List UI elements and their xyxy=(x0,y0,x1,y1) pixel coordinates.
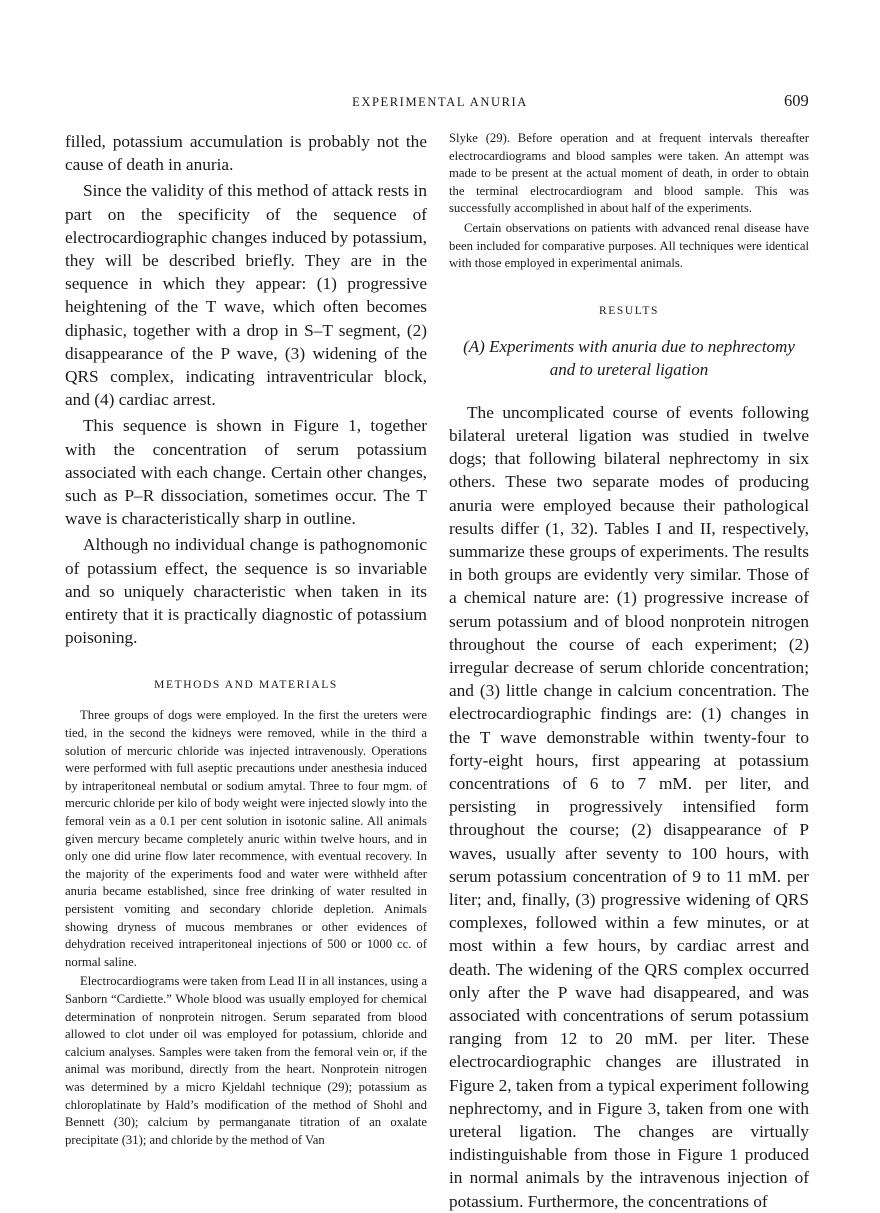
paragraph: Slyke (29). Before operation and at frequent intervals thereafter electrocardiograms and blood samples were taken. An attempt was made to be present at the actual moment of death, in order to obtain the terminal electrocardiogram and blood sample. This was successfully accomplished in about half of the experiments. xyxy=(449,131,809,216)
paragraph: filled, potassium accumulation is probably not the cause of death in anuria. xyxy=(65,132,427,175)
paragraph: Certain observations on patients with advanced renal disease have been included for comparative purposes. All techniques were identical with those employed in experimental animals. xyxy=(449,220,809,271)
paragraph: This sequence is shown in Figure 1, together with the concentration of serum potassium associated with each change. Certain other changes, such as P–R dissociation, sometimes occur. The T wave is characteristically sharp in outline. xyxy=(65,416,427,529)
subsection-heading xyxy=(449,335,809,381)
section-heading-methods: METHODS AND MATERIALS xyxy=(154,679,338,692)
right-column xyxy=(449,130,809,1213)
paragraph: Although no individual change is pathognomonic of potassium effect, the sequence is so invariable and so uniquely characteristic when taken in its entirety that it is practically diagnostic of potassium poisoning. xyxy=(65,535,427,648)
paragraph: Electrocardiograms were taken from Lead II in all instances, using a Sanborn “Cardiette.” Whole blood was usually employed for chemical determination of nonprotein nitrogen. Serum separated from blood allowed to clot under oil was employed for potassium, chloride and calcium analyses. Samples were taken from the femoral vein or, if the animal was moribund, directly from the heart. Nonprotein nitrogen was determined by a micro Kjeldahl technique (29); potassium as chloroplatinate by Hald’s modification of the method of Shohl and Bennett (30); calcium by permanganate titration of an oxalate precipitate (31); and chloride by the method of Van xyxy=(65,974,428,1147)
paragraph: The uncomplicated course of events following bilateral ureteral ligation was studied in twelve dogs; that following bilateral nephrectomy in six others. These two separate modes of producing anuria were employed because their pathological results differ (1, 32). Tables I and II, respectively, summarize these groups of experiments. The results in both groups are evidently very similar. Those of a chemical nature are: (1) progressive increase of serum potassium and of blood nonprotein nitrogen throughout the course of each experiment; (2) irregular decrease of serum chloride concentration; and (3) little change in calcium concentration. The electrocardiographic findings are: (1) changes in the T wave demonstrable within twenty-four to forty-eight hours, first appearing at potassium concentrations of 6 to 7 mM. per liter, and persisting in progressively intensified form throughout the course; (2) disappearance of P waves, usually after seventy to 100 hours, with serum potassium concentration of 9 to 11 mM. per liter; and, finally, (3) progressive widening of QRS complexes, followed within a few minutes, or at most within a few hours, by cardiac arrest and death. The widening of the QRS complex occurred only after the P wave had disappeared, and was associated with concentrations of serum potassium ranging from 12 to 20 mM. per liter. These electrocardiographic changes are illustrated in Figure 2, taken from a typical experiment following nephrectomy, and in Figure 3, taken from one with ureteral ligation. The changes are virtually indistinguishable from those in Figure 1 produced in normal animals by the intravenous injection of potassium. Furthermore, the concentrations of xyxy=(449,402,809,1211)
left-column xyxy=(65,130,427,1149)
running-title: EXPERIMENTAL ANURIA xyxy=(352,95,528,109)
subsection-heading-line: (A) Experiments with anuria due to nephrectomy xyxy=(463,336,795,356)
subsection-heading-line: and to ureteral ligation xyxy=(549,359,709,379)
paragraph: Three groups of dogs were employed. In the first the ureters were tied, in the second the kidneys were removed, while in the third a solution of mercuric chloride was injected intravenously. Operations were performed with full aseptic precautions under anesthesia induced by intraperitoneal nembutal or sodium amytal. Three to four mgm. of mercuric chloride per kilo of body weight were injected slowly into the femoral vein as a 0.1 per cent solution in isotonic saline. All animals given mercury became completely anuric within twelve hours, and in only one did urine flow later recommence, with eventual recovery. In the majority of the experiments food and water were withheld after anuria became established, since free drinking of water resulted in persistent vomiting and secondary chloride depletion. Animals showing dryness of mucous membranes or other evidences of dehydration received intraperitoneal injections of 500 or 1000 cc. of normal saline. xyxy=(65,708,427,969)
page-number: 609 xyxy=(784,91,809,110)
section-heading-results: RESULTS xyxy=(599,304,659,317)
paragraph: Since the validity of this method of attack rests in part on the specificity of the sequence of electrocardiographic changes induced by potassium, they will be described briefly. They are in the sequence in which they appear: (1) progressive heightening of the T wave, which often becomes diphasic, together with a drop in S–T segment, (2) disappearance of the P wave, (3) widening of the QRS complex, indicating intraventricular block, and (4) cardiac arrest. xyxy=(65,181,427,410)
